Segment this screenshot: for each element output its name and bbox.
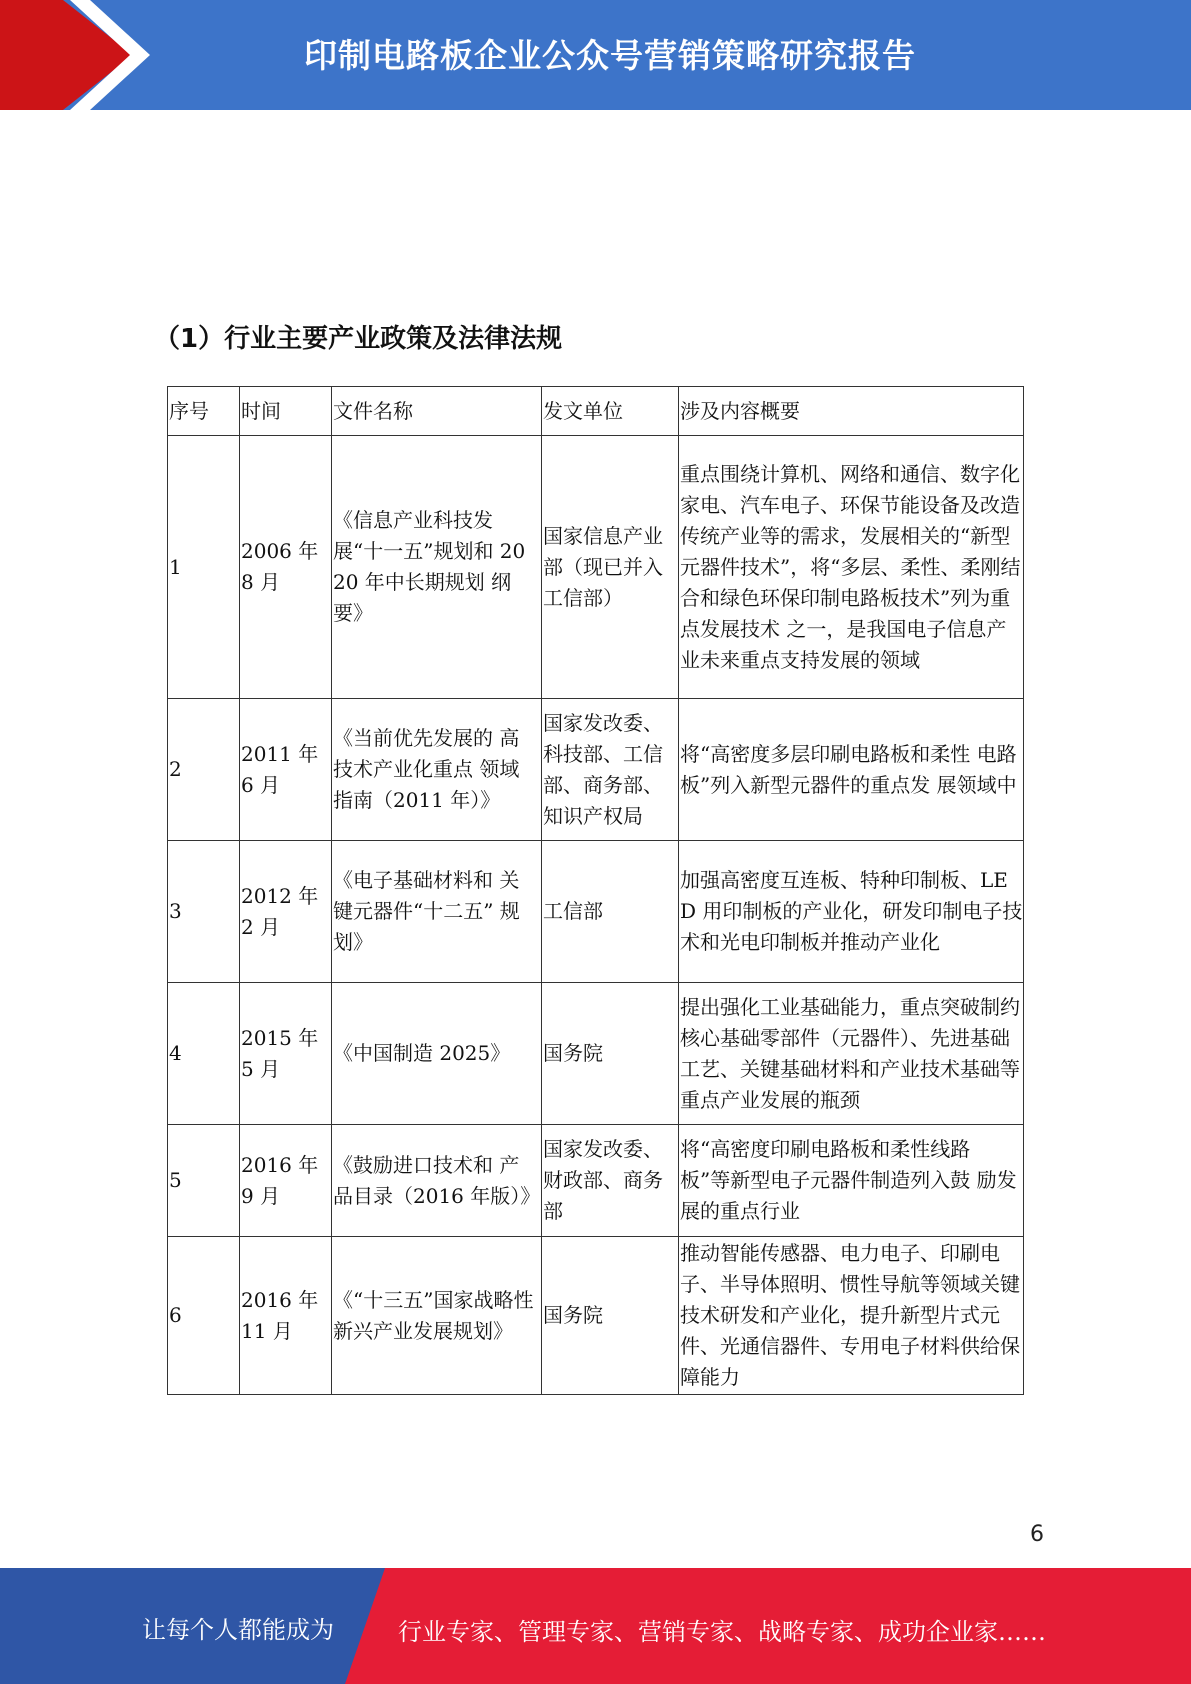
header-arrow-decoration (0, 0, 150, 110)
cell-time: 2011 年 6 月 (240, 699, 332, 841)
page-number: 6 (1030, 1522, 1044, 1547)
cell-no: 5 (168, 1125, 240, 1237)
cell-summary: 将“高密度印刷电路板和柔性线路 板”等新型电子元器件制造列入鼓 励发展的重点行业 (679, 1125, 1024, 1237)
report-title: 印制电路板企业公众号营销策略研究报告 (304, 36, 916, 75)
cell-no: 2 (168, 699, 240, 841)
cell-unit: 国家发改委、财政部、商务部 (542, 1125, 679, 1237)
policy-table (167, 386, 1024, 1395)
cell-time: 2012 年 2 月 (240, 841, 332, 983)
cell-doc: 《中国制造 2025》 (332, 983, 542, 1125)
cell-summary: 提出强化工业基础能力，重点突破制约核心基础零部件（元器件）、先进基础工艺、关键基础材料和产业技术基础等重点产业发展的瓶颈 (679, 983, 1024, 1125)
cell-unit: 国家信息产业部（现已并入工信部） (542, 436, 679, 699)
table-row (168, 1237, 1024, 1395)
cell-summary: 推动智能传感器、电力电子、印刷电子、半导体照明、惯性导航等领域关键技术研发和产业化，提升新型片式元件、光通信器件、专用电子材料供给保障能力 (679, 1237, 1024, 1395)
cell-unit: 国家发改委、科技部、工信部、商务部、知识产权局 (542, 699, 679, 841)
header-banner (0, 0, 1191, 110)
column-header-time: 时间 (240, 387, 332, 436)
cell-doc: 《当前优先发展的 高技术产业化重点 领域指南（2011 年）》 (332, 699, 542, 841)
cell-time: 2006 年 8 月 (240, 436, 332, 699)
footer-banner (0, 1568, 1191, 1684)
cell-unit: 工信部 (542, 841, 679, 983)
section-heading: （1）行业主要产业政策及法律法规 (154, 324, 563, 354)
table-header-row (168, 387, 1024, 436)
column-header-doc: 文件名称 (332, 387, 542, 436)
cell-summary: 将“高密度多层印刷电路板和柔性 电路板”列入新型元器件的重点发 展领域中 (679, 699, 1024, 841)
cell-doc: 《鼓励进口技术和 产品目录（2016 年版）》 (332, 1125, 542, 1237)
column-header-no: 序号 (168, 387, 240, 436)
cell-summary: 重点围绕计算机、网络和通信、数字化家电、汽车电子、环保节能设备及改造传统产业等的需求，发展相关的“新型元器件技术”，将“多层、柔性、柔刚结合和绿色环保印制电路板技术”列为重点发展技术 之一，是我国电子信息产业未来重点支持发展的领域 (679, 436, 1024, 699)
table-row (168, 699, 1024, 841)
cell-time: 2016 年 9 月 (240, 1125, 332, 1237)
column-header-summary: 涉及内容概要 (679, 387, 1024, 436)
table-row (168, 983, 1024, 1125)
cell-doc: 《信息产业科技发 展“十一五”规划和 2020 年中长期规划 纲要》 (332, 436, 542, 699)
cell-doc: 《电子基础材料和 关键元器件“十二五” 规划》 (332, 841, 542, 983)
cell-unit: 国务院 (542, 1237, 679, 1395)
footer-slogan-left: 让每个人都能成为 (142, 1616, 334, 1644)
cell-time: 2016 年 11 月 (240, 1237, 332, 1395)
cell-unit: 国务院 (542, 983, 679, 1125)
table-row (168, 841, 1024, 983)
cell-doc: 《“十三五”国家战略性新兴产业发展规划》 (332, 1237, 542, 1395)
table-row (168, 1125, 1024, 1237)
cell-no: 1 (168, 436, 240, 699)
cell-no: 4 (168, 983, 240, 1125)
cell-no: 6 (168, 1237, 240, 1395)
cell-summary: 加强高密度互连板、特种印制板、LED 用印制板的产业化，研发印制电子技术和光电印制板并推动产业化 (679, 841, 1024, 983)
footer-slogan-right: 行业专家、管理专家、营销专家、战略专家、成功企业家…… (398, 1618, 1046, 1646)
table-row (168, 436, 1024, 699)
column-header-unit: 发文单位 (542, 387, 679, 436)
cell-no: 3 (168, 841, 240, 983)
cell-time: 2015 年 5 月 (240, 983, 332, 1125)
